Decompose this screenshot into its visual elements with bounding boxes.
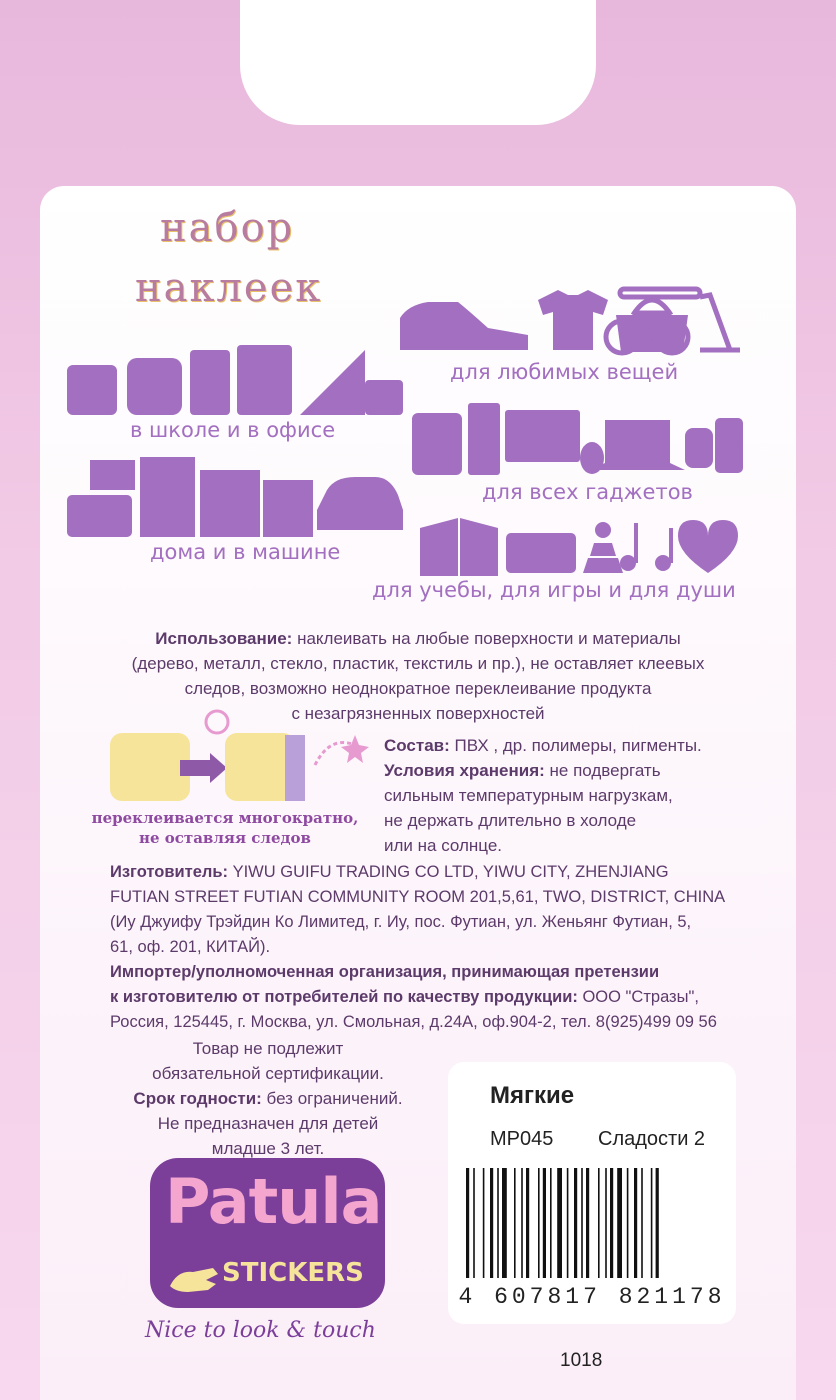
- manufacturer-text: [110, 860, 810, 1035]
- hand-icon: [168, 1258, 223, 1298]
- star-icon: [341, 735, 369, 763]
- storage-line-3: не держать длительно в холоде: [384, 811, 637, 830]
- tshirt-icon: [538, 290, 608, 350]
- importer-label-2: к изготовителю от потребителей по качеству продукции:: [110, 988, 578, 1006]
- sticker-after-icon: [225, 733, 295, 801]
- storage-label: Условия хранения:: [384, 761, 545, 780]
- batch-number: 1018: [560, 1350, 603, 1371]
- study-play-icons: [418, 508, 743, 578]
- hang-hole: [390, 55, 446, 83]
- door-icon: [140, 457, 195, 537]
- importer-label-1: Импортер/уполномоченная организация, принимающая претензии: [110, 963, 660, 981]
- product-sku: MP045: [490, 1128, 554, 1150]
- storage-line-4: или на солнце.: [384, 836, 503, 855]
- skateboard-icon: [620, 289, 700, 297]
- certification-line-2: обязательной сертификации.: [152, 1064, 384, 1083]
- composition-label: Состав:: [384, 736, 450, 755]
- certification-text: [100, 1036, 436, 1161]
- usage-line-4: с незагрязненных поверхностей: [291, 704, 545, 723]
- bicycle-scooter-icons: [600, 285, 750, 360]
- pyramid-toy-icon: [583, 543, 623, 573]
- shelf-life-value: без ограничений.: [261, 1089, 403, 1108]
- smartphone-icon: [715, 418, 743, 473]
- school-office-icons: [65, 340, 410, 420]
- logo-tagline: Nice to look & touch: [145, 1318, 376, 1343]
- shelf-life-label: Срок годности:: [133, 1089, 262, 1108]
- usage-line-2: (дерево, металл, стекло, пластик, текстиль и пр.), не оставляет клеевых: [131, 654, 705, 673]
- age-warning-line-2: младше 3 лет.: [211, 1139, 325, 1158]
- manufacturer-line-2: FUTIAN STREET FUTIAN COMMUNITY ROOM 201,5,61, TWO, DISTRICT, CHINA: [110, 888, 726, 906]
- product-name: Мягкие: [490, 1082, 575, 1109]
- car-icon: [317, 477, 403, 530]
- tablet-icon: [412, 413, 462, 475]
- category-favorite-things: для любимых вещей: [450, 360, 679, 384]
- home-car-icons: [65, 455, 405, 540]
- title-line-1: набор: [160, 205, 295, 251]
- storage-line-2: сильным температурным нагрузкам,: [384, 786, 673, 805]
- gamepad-icon: [685, 428, 713, 468]
- backpack-icon: [127, 358, 182, 415]
- age-warning-line-1: Не предназначен для детей: [157, 1114, 379, 1133]
- music-note-icon: [620, 555, 636, 571]
- certification-line-1: Товар не подлежит: [192, 1039, 344, 1058]
- triangle-ruler-icon: [300, 350, 365, 415]
- manufacturer-line-3: (Иу Джуифу Трэйдин Ко Лимитед, г. Иу, пос. Футиан, ул. Женьянг Футиан, 5,: [110, 913, 692, 931]
- manufacturer-line-4: 61, оф. 201, КИТАЙ).: [110, 938, 271, 956]
- logo-word-stickers: STICKERS: [222, 1258, 364, 1288]
- category-study-play: для учебы, для игры и для души: [372, 578, 736, 602]
- cabinet-icon: [200, 470, 260, 537]
- manufacturer-line-1: YIWU GUIFU TRADING CO LTD, YIWU CITY, ZHENJIANG: [228, 863, 669, 881]
- barcode: [466, 1168, 716, 1278]
- reuse-caption-line-2: не оставляя следов: [139, 829, 311, 847]
- usage-label: Использование:: [155, 629, 293, 648]
- reuse-caption: [85, 808, 365, 848]
- manufacturer-label: Изготовитель:: [110, 863, 228, 881]
- sneaker-icon: [400, 302, 528, 350]
- usage-line-1: наклеивать на любые поверхности и материалы: [292, 629, 681, 648]
- heart-icon: [678, 520, 738, 573]
- book-icon: [67, 365, 117, 415]
- usage-line-3: следов, возможно неоднократное переклеивание продукта: [184, 679, 652, 698]
- storage-line-1: не подвергать: [544, 761, 661, 780]
- importer-company: ООО "Стразы",: [577, 988, 699, 1006]
- scooter-icon: [700, 295, 740, 350]
- title-line-2: наклеек: [135, 265, 323, 311]
- arrow-right-icon: [210, 753, 227, 783]
- product-series: Сладости 2: [598, 1128, 706, 1150]
- mug-icon: [365, 380, 403, 415]
- calculator-icon: [190, 350, 230, 415]
- block-b-icon: [536, 533, 576, 573]
- category-gadgets: для всех гаджетов: [482, 480, 693, 504]
- laptop-icon: [590, 420, 685, 470]
- category-school-office: в школе и в офисе: [130, 418, 336, 442]
- category-home-car: дома и в машине: [150, 540, 341, 564]
- reuse-illustration: [105, 705, 375, 805]
- composition-text: [384, 733, 774, 858]
- notebook-icon: [237, 345, 292, 415]
- composition-value: ПВХ , др. полимеры, пигменты.: [449, 736, 702, 755]
- computer-tower-icon: [468, 403, 500, 475]
- dresser-icon: [263, 480, 313, 537]
- smile-icon: [206, 711, 228, 733]
- barcode-number: 4 607817 821178: [458, 1284, 726, 1310]
- reuse-caption-line-1: переклеивается многократно,: [91, 809, 359, 827]
- gadgets-icons: [410, 398, 750, 478]
- sofa-icon: [67, 495, 132, 537]
- reading-icon: [420, 518, 498, 576]
- importer-address: Россия, 125445, г. Москва, ул. Смольная, д.24А, оф.904-2, тел. 8(925)499 09 56: [110, 1013, 717, 1031]
- sticker-before-icon: [110, 733, 190, 801]
- monitor-icon: [505, 410, 580, 462]
- logo-word-patula: Patula: [165, 1165, 382, 1238]
- window-icon: [90, 460, 135, 490]
